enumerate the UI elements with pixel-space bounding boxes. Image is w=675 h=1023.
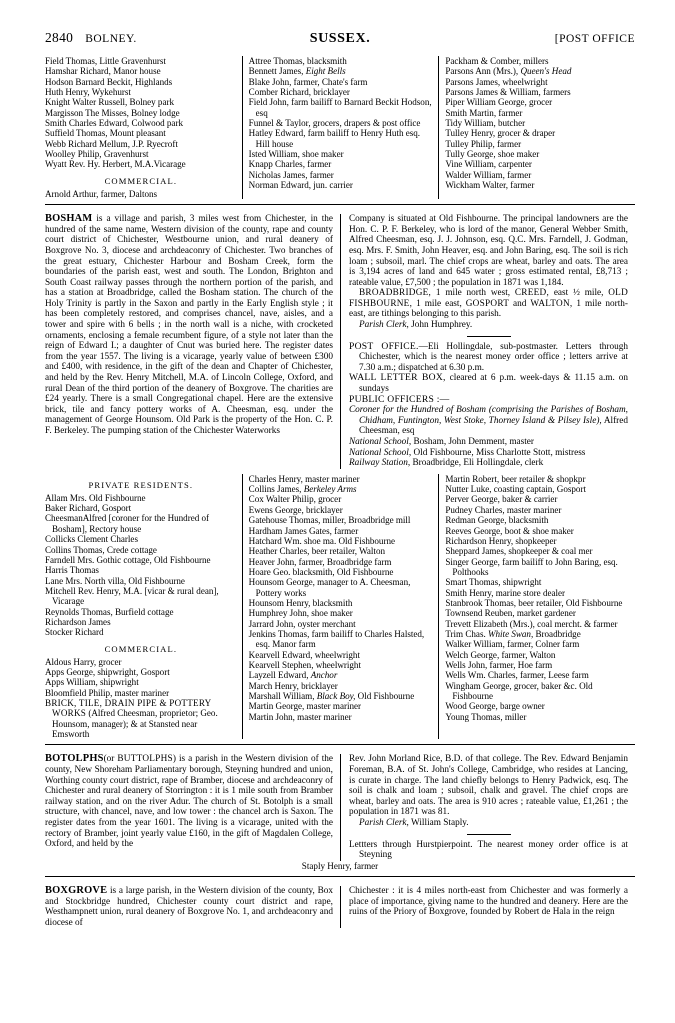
- bolney-column-1: [45, 56, 242, 199]
- botolphs-text-left: [45, 754, 340, 860]
- botolphs-letters: Lettters through Hurstpierpoint. The nearest money order office is at Steyning: [349, 839, 628, 861]
- bosham-public-officers-label: PUBLIC OFFICERS :—: [349, 393, 450, 405]
- bosham-body-left: is a village and parish, 3 miles west from Chichester, in the hundred of the same name, Western division of the county, rape and county court district of Chichester, Westbourne union, and rural deanery of Boxgrove No. 3, diocese and archdeaconry of Chichester. Two branches of the great estuary, Chichester Harbour and Bosham Creek, form the boundaries of the parish east, west and south. The London, Brighton and South Coast railway passes through the northern portion of the parish, and has a station at Broadbridge, called the Bosham station. The church of the Holy Trinity is partly in the Saxon and partly in the Early English style ; it has been completely restored, and comprises chancel, nave, aisles, and a tower and spire with 6 bells ; in the north wall is a niche, with crocketed ornaments, enclosing a female recumbent figure, of a style not later than the reign of Edward I.; a daughter of Cnut was buried here. The register dates from the year 1557. The living is a vicarage, yearly value of between £300 and £400, with residence, in the gift of the dean and Chapter of Chichester, and held by the Rev. Henry Mitchell, M.A. of Lincoln College, Oxford, and rural Dean of the third portion of the deanery of Boxgrove. The charities are £24 yearly. There is a small Congregational chapel. Here are the extensive brick, tile and fancy pottery works of A. Cheesman, esq. under the management of George Hounsom. Old Park is the property of the Hon. C. P. F. Berkeley. The pumping station of the Chichester Waterworks: [45, 214, 333, 436]
- entry-text: Parsons James, wheelwright: [445, 76, 548, 87]
- bosham-commercial-list-3: [445, 474, 630, 722]
- bosham-parish-clerk: [349, 320, 628, 331]
- list-item[interactable]: [445, 180, 630, 190]
- public-officer-detail: , Alfred Cheesman, esq: [359, 415, 628, 437]
- bolney-column-2: [242, 56, 439, 199]
- list-item[interactable]: [249, 526, 434, 536]
- list-item[interactable]: [45, 118, 237, 128]
- list-item[interactable]: [445, 546, 630, 556]
- list-item[interactable]: [445, 629, 630, 639]
- entry-emphasis: Anchor: [310, 670, 338, 681]
- list-item[interactable]: [45, 56, 237, 66]
- entry-text: Hamshar Richard, Manor house: [45, 66, 161, 77]
- public-officer-detail: , Broadbridge, Eli Hollingdale, clerk: [407, 458, 544, 469]
- botolphs-text-right: [340, 754, 635, 860]
- entry-text: Trim Chas.: [445, 628, 488, 639]
- bolney-column-3: [438, 56, 635, 199]
- entry-text: Martin John, master mariner: [248, 711, 352, 722]
- list-item[interactable]: [445, 515, 630, 525]
- bolney-private-list-1: [45, 56, 237, 170]
- list-item[interactable]: [445, 484, 630, 494]
- list-item[interactable]: [249, 577, 434, 598]
- list-item[interactable]: [445, 619, 630, 629]
- botolphs-alt-close: ): [172, 754, 176, 765]
- entry-text: Webb Richard Mellum, J.P. Ryecroft: [45, 138, 178, 149]
- parish-clerk-name: , John Humphrey.: [406, 320, 473, 331]
- entry-text: Parsons Ann (Mrs.),: [445, 66, 521, 77]
- list-item[interactable]: [249, 87, 434, 97]
- bosham-lists: [45, 474, 635, 740]
- list-item[interactable]: [45, 565, 237, 575]
- entry-text: Marshall William,: [248, 691, 317, 701]
- entry-text: Wells John, farmer, Hoe farm: [445, 659, 553, 670]
- entry-text: Richardson Henry, shopkeeper: [445, 535, 557, 546]
- entry-text: March Henry, bricklayer: [248, 680, 338, 691]
- list-item[interactable]: [45, 688, 237, 698]
- entry-text: Townsend Reuben, market gardener: [445, 608, 576, 619]
- entry-text: Woolley Philip, Gravenhurst: [45, 149, 149, 160]
- public-officer-title: National School: [349, 437, 409, 447]
- list-item[interactable]: [445, 159, 630, 169]
- tithing-walton: WALTON,: [530, 298, 573, 309]
- list-item[interactable]: [445, 712, 630, 722]
- list-item[interactable]: [445, 108, 630, 118]
- botolphs-article: [45, 754, 635, 860]
- entry-text: Singer George, farm bailiff to John Baring, esq. Polthooks: [445, 556, 618, 577]
- list-item[interactable]: [45, 493, 237, 503]
- list-item[interactable]: [249, 159, 434, 169]
- entry-text: Comber Richard, bricklayer: [248, 87, 350, 98]
- entry-text: Redman George, blacksmith: [445, 515, 549, 526]
- list-item[interactable]: [45, 627, 237, 637]
- public-officer-entry: [349, 448, 628, 459]
- entry-text: Heaver John, farmer, Broadbridge farm: [248, 556, 392, 567]
- list-item[interactable]: [249, 557, 434, 567]
- botolphs-parish-clerk-name: , William Staply.: [406, 817, 469, 828]
- public-officer-title: Railway Station: [349, 458, 408, 469]
- post-office-text: —Eli Hollingdale, sub-postmaster. Letters through Chichester, which is the nearest money order office ; letters arrive at 7.30 a.m.; dispatched at 6.30 p.m.: [359, 341, 628, 373]
- list-item[interactable]: [445, 170, 630, 180]
- boxgrove-paragraph-right: [349, 886, 628, 918]
- entry-text: Parsons James & William, farmers: [445, 87, 571, 98]
- botolphs-parish-clerk-label: Parish Clerk: [359, 817, 407, 828]
- list-item[interactable]: [445, 639, 630, 649]
- botolphs-body-right: Rev. John Morland Rice, B.D. of that college. The Rev. Edward Benjamin Foreman, B.A. of St. John's College, Cambridge, who resides at Lancing, is curate in charge. The land chiefly belongs to Henry Padwick, esq. The soil is chalk and loam ; subsoil, chalk and gravel. The chief crops are wheat, barley and oats. The area is 910 acres ; rateable value, £1,261 ; the population in 1871 was 81.: [349, 754, 628, 818]
- entry-text: Perver George, baker & carrier: [445, 494, 558, 505]
- bosham-text-right: [340, 214, 635, 469]
- entry-text: Old Fishbourne: [355, 691, 415, 701]
- botolphs-alt-open: (or: [103, 754, 118, 765]
- public-officer-detail: , Bosham, John Demment, master: [408, 437, 534, 447]
- list-item[interactable]: [45, 189, 237, 199]
- list-item[interactable]: [445, 494, 630, 504]
- entry-emphasis: Berkeley Arms: [303, 484, 357, 495]
- boxgrove-body-right: Chichester : it is 4 miles north-east from Chichester and was formerly a place of importance, giving name to the hundred and deanery. Here are the ruins of the Priory of Boxgrove, founded by Robert de Hala in the reign: [349, 886, 628, 918]
- entry-text: Collins Thomas, Crede cottage: [45, 544, 157, 555]
- entry-text: Hoare Geo. blacksmith, Old Fishbourne: [248, 566, 394, 577]
- list-item[interactable]: [249, 56, 434, 66]
- list-item[interactable]: [249, 118, 434, 128]
- botolphs-inner-rule: [467, 834, 511, 835]
- bosham-column-3: [438, 474, 635, 740]
- list-item[interactable]: [45, 657, 237, 667]
- entry-text: Lane Mrs. North villa, Old Fishbourne: [45, 575, 185, 586]
- entry-emphasis: White Swan,: [487, 628, 534, 639]
- entry-emphasis: Queen's Head: [520, 66, 572, 77]
- bosham-paragraph-right: [349, 214, 628, 288]
- list-item[interactable]: [445, 77, 630, 87]
- list-item[interactable]: [45, 149, 237, 159]
- entry-text: Martin Robert, beer retailer & shopkpr: [445, 473, 586, 484]
- bolney-commercial-list-3: [445, 56, 630, 190]
- list-item[interactable]: [445, 139, 630, 149]
- public-officer-entry: [349, 458, 628, 469]
- entry-text: Hatley Edward, farm bailiff to Henry Huth esq. Hill house: [248, 128, 421, 149]
- entry-text: Aldous Harry, grocer: [45, 656, 122, 667]
- entry-text: Hatchard Wm. shoe ma. Old Fishbourne: [248, 535, 396, 546]
- bosham-commercial-list-1: [45, 657, 237, 740]
- tithing-old-fishbourne-dist: 1 mile east,: [412, 298, 466, 309]
- list-item[interactable]: [445, 526, 630, 536]
- list-item[interactable]: [445, 577, 630, 587]
- entry-text: Baker Richard, Gosport: [45, 503, 132, 514]
- list-item[interactable]: [249, 650, 434, 660]
- list-item[interactable]: [445, 660, 630, 670]
- list-item[interactable]: [249, 681, 434, 691]
- list-item[interactable]: [45, 66, 237, 76]
- list-item[interactable]: [45, 87, 237, 97]
- list-item[interactable]: [249, 546, 434, 556]
- entry-text: Martin George, master mariner: [248, 701, 362, 712]
- list-item[interactable]: [445, 588, 630, 598]
- list-item[interactable]: [45, 159, 237, 169]
- entry-text: Harris Thomas: [45, 565, 99, 576]
- botolphs-paragraph-right: [349, 754, 628, 818]
- parish-clerk-label: Parish Clerk: [359, 320, 407, 331]
- bosham-inner-rule: [467, 336, 511, 337]
- bosham-commercial-heading: COMMERCIAL.: [104, 643, 178, 654]
- entry-text: Humphrey John, shoe maker: [248, 608, 353, 619]
- entry-text: Smith Charles Edward, Colwood park: [45, 118, 183, 129]
- list-item[interactable]: [249, 180, 434, 190]
- entry-text: Bloomfield Philip, master mariner: [45, 687, 170, 698]
- list-item[interactable]: [249, 536, 434, 546]
- entry-text: Smith Henry, marine store dealer: [445, 587, 566, 598]
- entry-text: Knight Walter Russell, Bolney park: [45, 97, 174, 108]
- list-item[interactable]: [445, 650, 630, 660]
- entry-text: Packham & Comber, millers: [445, 56, 549, 66]
- tithing-creed: CREED,: [514, 288, 550, 299]
- list-item[interactable]: [249, 629, 434, 650]
- list-item[interactable]: [45, 77, 237, 87]
- entry-text: Hardham James Gates, farmer: [248, 525, 359, 536]
- entry-text: Vine William, carpenter: [445, 159, 532, 170]
- botolphs-alt-name: BUTTOLPHS: [117, 754, 173, 765]
- bosham-paragraph-left: [45, 214, 333, 436]
- entry-text: Tulley Philip, farmer: [445, 138, 522, 149]
- list-item[interactable]: [445, 557, 630, 578]
- list-item[interactable]: [445, 608, 630, 618]
- entry-text: Walder William, farmer: [445, 169, 532, 180]
- bosham-column-1: [45, 474, 242, 740]
- botolphs-paragraph-left: [45, 754, 333, 849]
- entry-text: Nicholas James, farmer: [248, 169, 334, 180]
- tithing-tail: 1 mile north-east, are tithings belonging to this parish.: [349, 298, 629, 320]
- list-item[interactable]: [45, 607, 237, 617]
- entry-text: Gatehouse Thomas, miller, Broadbridge mill: [248, 515, 411, 526]
- list-item[interactable]: [445, 681, 630, 702]
- entry-text: Trevett Elizabeth (Mrs.), coal mercht. & farmer: [445, 618, 618, 629]
- entry-text: Knapp Charles, farmer: [248, 159, 332, 170]
- list-item[interactable]: [445, 97, 630, 107]
- list-item[interactable]: [249, 691, 434, 701]
- wall-letter-box-label: WALL LETTER BOX,: [349, 372, 446, 384]
- entry-text: Field Thomas, Little Gravenhurst: [45, 56, 166, 66]
- tithing-gosport: GOSPORT: [465, 298, 510, 309]
- botolphs-resident: Staply Henry, farmer: [301, 860, 379, 871]
- bosham-private-heading: PRIVATE RESIDENTS.: [88, 479, 194, 490]
- list-item[interactable]: [45, 586, 237, 607]
- entry-text: Apps George, shipwright, Gosport: [45, 666, 170, 677]
- entry-text: Broadbridge: [533, 628, 581, 639]
- public-officer-entry: [349, 437, 628, 448]
- list-item[interactable]: [445, 56, 630, 66]
- list-item[interactable]: [249, 670, 434, 680]
- entry-emphasis: Black Boy,: [316, 691, 356, 701]
- list-item[interactable]: [249, 608, 434, 618]
- entry-text: Hounsom George, manager to A. Cheesman, Pottery works: [248, 577, 411, 598]
- entry-text: Reeves George, boot & shoe maker: [445, 525, 574, 536]
- bosham-body-right: Company is situated at Old Fishbourne. The principal landowners are the Hon. C. P. F. Berkeley, who is lord of the manor, General Webber Smith, Alfred Cheesman, esq. J. J. Johnson, esq. Q.C. Mrs. Farndell, J. Godman, esq. Mrs. F. Smith, John Heaver, esq. and John Baring, esq. The soil is rich loam ; subsoil, marl. The chief crops are wheat, barley and oats. The area is 3,194 acres of land and 645 water ; gross estimated rental, £8,713 ; rateable value, £7,500 ; the population in 1871 was 1,184.: [349, 214, 628, 288]
- tithing-conj: and: [509, 298, 531, 309]
- list-item[interactable]: [249, 515, 434, 525]
- page-number: 2840: [45, 30, 74, 45]
- boxgrove-article: [45, 886, 635, 928]
- bosham-article: [45, 214, 635, 469]
- entry-text: Kearvell Stephen, wheelwright: [248, 659, 361, 670]
- entry-text: Wyatt Rev. Hy. Herbert, M.A.Vicarage: [45, 159, 186, 170]
- list-item[interactable]: [445, 66, 630, 76]
- list-item[interactable]: [249, 660, 434, 670]
- entry-text: Wells Wm. Charles, farmer, Leese farm: [445, 670, 589, 681]
- entry-text: Arnold Arthur, farmer, Daltons: [45, 188, 158, 199]
- list-item[interactable]: [445, 149, 630, 159]
- list-item[interactable]: [45, 576, 237, 586]
- entry-text: Jenkins Thomas, farm bailiff to Charles Halsted, esq. Manor farm: [248, 628, 425, 650]
- entry-text: Smart Thomas, shipwright: [445, 577, 542, 588]
- wall-letter-box-text: cleared at 6 p.m. week-days & 11.15 a.m. on sundays: [359, 373, 629, 395]
- botolphs-parish-clerk: [349, 818, 628, 829]
- entry-text: Apps William, shipwright: [45, 677, 139, 688]
- list-item[interactable]: [45, 534, 237, 544]
- list-item[interactable]: [45, 617, 237, 627]
- list-item[interactable]: [45, 503, 237, 513]
- entry-emphasis: BRICK, TILE, DRAIN PIPE & POTTERY WORKS: [45, 697, 212, 719]
- entry-text: Welch George, farmer, Walton: [445, 649, 556, 660]
- entry-text: Collins James,: [248, 484, 304, 495]
- boxgrove-body-left: is a large parish, in the Western division of the county, Box and Stockbridge hundred, Chichester county court district and rape, Westhampnett union, rural deanery of Boxgrove No. 1, and archdeaconry and diocese of: [45, 886, 333, 928]
- entry-text: Pudney Charles, master mariner: [445, 504, 562, 515]
- entry-text: Margisson The Misses, Bolney lodge: [45, 107, 180, 118]
- list-item[interactable]: [249, 77, 434, 87]
- bosham-tithings: [349, 288, 628, 320]
- entry-text: CheesmanAlfred [coroner for the Hundred of Bosham], Rectory house: [45, 513, 210, 534]
- bolney-commercial-heading: COMMERCIAL.: [104, 175, 178, 186]
- entry-text: Layzell Edward,: [248, 670, 311, 681]
- entry-text: Charles Henry, master mariner: [248, 473, 360, 484]
- list-item[interactable]: [249, 712, 434, 722]
- list-item[interactable]: [445, 128, 630, 138]
- entry-text: Jarrard John, oyster merchant: [248, 618, 356, 629]
- bosham-private-list: [45, 493, 237, 638]
- list-item[interactable]: [249, 494, 434, 504]
- entry-text: Wood George, barge owner: [445, 701, 545, 712]
- entry-text: Huth Henry, Wykehurst: [45, 87, 131, 98]
- list-item[interactable]: [445, 670, 630, 680]
- tithing-broadbridge-dist: 1 mile north west,: [431, 288, 515, 299]
- list-item[interactable]: [249, 128, 434, 149]
- entry-text: Hounsom Henry, blacksmith: [248, 597, 353, 608]
- running-head-county: SUSSEX.: [309, 31, 371, 46]
- list-item[interactable]: [45, 545, 237, 555]
- entry-text: Cox Walter Philip, grocer: [248, 494, 342, 505]
- entry-text: Heather Charles, beer retailer, Walton: [248, 546, 385, 557]
- boxgrove-text-right: [340, 886, 635, 928]
- tithing-old-fishbourne: OLD FISHBOURNE,: [349, 288, 628, 309]
- list-item[interactable]: [249, 97, 434, 118]
- list-item[interactable]: [249, 598, 434, 608]
- entry-text: Piper William George, grocer: [445, 97, 553, 108]
- entry-text: Smith Martin, farmer: [445, 107, 523, 118]
- bosham-heading: BOSHAM: [45, 213, 93, 225]
- bosham-wall-letter-box: [349, 373, 628, 394]
- list-item[interactable]: [445, 536, 630, 546]
- running-head-parish: BOLNEY.: [85, 33, 137, 45]
- boxgrove-text-left: [45, 886, 340, 928]
- public-officer-title: Coroner for the Hundred of Bosham (comprising the Parishes of Bosham, Chidham, Funtington, West Stoke, Thorney Island & Pilsey Isle): [349, 405, 628, 426]
- bolney-lists: [45, 56, 635, 199]
- entry-text: Kearvell Edward, wheelwright: [248, 649, 360, 660]
- list-item[interactable]: [45, 128, 237, 138]
- running-head-section: [POST OFFICE: [554, 33, 635, 45]
- bosham-post-office: [349, 342, 628, 374]
- list-item[interactable]: [249, 619, 434, 629]
- list-item[interactable]: [45, 97, 237, 107]
- entry-text: Suffield Thomas, Mount pleasant: [45, 128, 166, 139]
- public-officer-entry: [349, 405, 628, 437]
- bolney-commercial-list-2: [249, 56, 434, 190]
- bosham-column-2: [242, 474, 439, 740]
- list-item[interactable]: [45, 555, 237, 565]
- entry-text: Tulley Henry, grocer & draper: [445, 128, 556, 139]
- entry-text: Stocker Richard: [45, 627, 104, 638]
- botolphs-heading: BOTOLPHS: [45, 753, 104, 765]
- public-officer-title: National School: [349, 447, 409, 458]
- entry-text: Nutter Luke, coasting captain, Gosport: [445, 484, 586, 495]
- list-item[interactable]: [45, 513, 237, 534]
- bosham-commercial-list-2: [249, 474, 434, 722]
- entry-text: Tully George, shoe maker: [445, 149, 540, 160]
- entry-text: Ewens George, bricklayer: [248, 504, 343, 515]
- entry-text: Bennett James,: [248, 66, 306, 77]
- list-item[interactable]: [249, 66, 434, 76]
- entry-text: Field John, farm bailiff to Barnard Beckit Hodson, esq: [248, 97, 432, 118]
- public-officer-detail: , Old Fishbourne, Miss Charlotte Stott, mistress: [408, 447, 586, 458]
- entry-text: Wickham Walter, farmer: [445, 180, 535, 191]
- entry-text: Stanbrook Thomas, beer retailer, Old Fishbourne: [445, 597, 623, 608]
- entry-text: Young Thomas, miller: [445, 711, 527, 722]
- post-office-label: POST OFFICE.: [349, 340, 419, 352]
- entry-text: Tidy William, butcher: [445, 118, 526, 129]
- list-item[interactable]: [445, 701, 630, 711]
- running-head: [45, 30, 635, 47]
- tithing-broadbridge: BROADBRIDGE,: [359, 288, 432, 299]
- entry-text: Reynolds Thomas, Burfield cottage: [45, 606, 174, 617]
- entry-emphasis: Eight Bells: [305, 66, 346, 77]
- tithing-creed-dist: east ½ mile,: [549, 288, 609, 299]
- entry-text: Blake John, farmer, Chate's farm: [248, 76, 368, 87]
- entry-text: (Alfred Cheesman, proprietor; Geo. Hounsom, manager); & at Stansted near Emsworth: [52, 708, 218, 739]
- running-head-left: [45, 30, 310, 46]
- entry-text: Mitchell Rev. Henry, M.A. [vicar & rural dean], Vicarage: [45, 585, 219, 607]
- list-item[interactable]: [45, 139, 237, 149]
- entry-text: Farndell Mrs. Gothic cottage, Old Fishbourne: [45, 554, 211, 565]
- boxgrove-heading: BOXGROVE: [45, 885, 108, 897]
- entry-text: Hodson Barnard Beckit, Highlands: [45, 76, 173, 87]
- list-item[interactable]: [45, 667, 237, 677]
- list-item[interactable]: [45, 108, 237, 118]
- botolphs-body-left: is a parish in the Western division of the county, New Shoreham Parliamentary borough, Steyning hundred and union, Worthing county court district, rape of Bramber, diocese and archdeaconry of Chichester and rural deanery of Storrington : it is 1 mile south from Bramber railway station, and on the river Adur. The church of St. Botolph is a small structure, with chancel, nave, and low tower : the chancel arch is Saxon. The register dates from the year 1601. The living is a vicarage, united with the rectory of Bramber, joint yearly value £160, in the gift of Magdalen College, Oxford, and held by the: [45, 754, 333, 850]
- list-item[interactable]: [249, 170, 434, 180]
- list-item[interactable]: [445, 598, 630, 608]
- list-item[interactable]: [445, 474, 630, 484]
- directory-page: [45, 30, 635, 928]
- list-item[interactable]: [45, 677, 237, 687]
- list-item[interactable]: [249, 149, 434, 159]
- list-item[interactable]: [45, 698, 237, 739]
- entry-text: Norman Edward, jun. carrier: [248, 180, 353, 191]
- entry-text: Richardson James: [45, 616, 111, 627]
- entry-text: Isted William, shoe maker: [248, 149, 344, 160]
- list-item[interactable]: [445, 505, 630, 515]
- list-item[interactable]: [445, 118, 630, 128]
- list-item[interactable]: [249, 505, 434, 515]
- entry-text: Funnel & Taylor, grocers, drapers & post office: [248, 118, 421, 129]
- entry-text: Collicks Clement Charles: [45, 534, 138, 545]
- list-item[interactable]: [249, 701, 434, 711]
- list-item[interactable]: [445, 87, 630, 97]
- entry-text: Attree Thomas, blacksmith: [248, 56, 347, 66]
- boxgrove-paragraph-left: [45, 886, 333, 928]
- list-item[interactable]: [249, 484, 434, 494]
- entry-text: Sheppard James, shopkeeper & coal mer: [445, 546, 593, 557]
- bosham-text-left: [45, 214, 340, 469]
- list-item[interactable]: [249, 567, 434, 577]
- bolney-commercial-list-1: [45, 189, 237, 199]
- entry-text: Allam Mrs. Old Fishbourne: [45, 492, 146, 503]
- list-item[interactable]: [249, 474, 434, 484]
- entry-text: Walker William, farmer, Colner farm: [445, 639, 580, 650]
- entry-text: Wingham George, grocer, baker &c. Old Fishbourne: [445, 680, 593, 701]
- bosham-public-officers-list: [349, 405, 628, 469]
